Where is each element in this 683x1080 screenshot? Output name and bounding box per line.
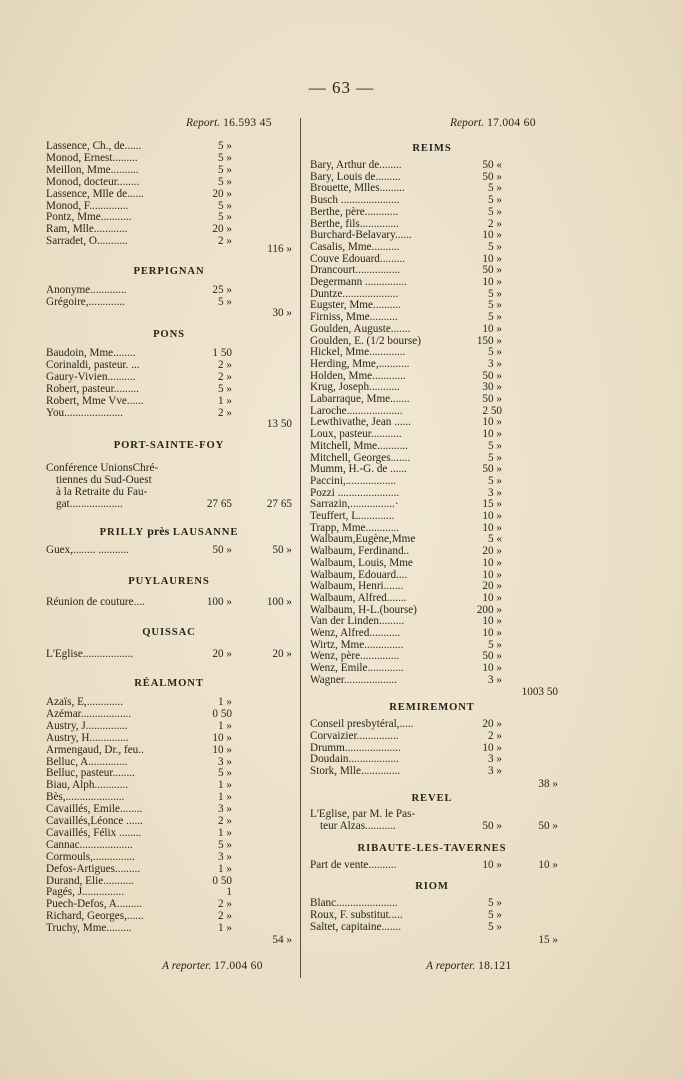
footer-carry-over: [162, 960, 263, 972]
entry-name: Durand, Elie...........: [46, 874, 134, 887]
entry-name: Azaïs, E,.............: [46, 696, 124, 708]
entry-name: Ram, Mlle............: [46, 223, 128, 236]
entry-row: [310, 324, 554, 336]
entry-amount: 100 »: [206, 596, 232, 608]
entry-row: [310, 441, 554, 453]
entry-amount: 27 65: [206, 498, 232, 510]
entry-name: Mitchell, Mme...........: [310, 439, 408, 452]
report-label: Report.: [186, 117, 221, 129]
entry-name: Herding, Mme,...........: [310, 357, 410, 370]
entry-name: Wenz, père..............: [310, 650, 400, 663]
subtotal: 30 »: [272, 307, 292, 319]
entry-name: Cavaillés,Léonce ......: [46, 815, 143, 827]
subtotal: 50 »: [272, 544, 292, 556]
subtotal: 20 »: [272, 648, 292, 660]
entry-name: Anonyme.............: [46, 284, 127, 296]
subtotal-row: [310, 778, 558, 791]
heading-part: près: [147, 524, 170, 538]
entry-amount: 5 »: [218, 199, 232, 212]
entry-name: Cormouls,...............: [46, 850, 135, 863]
entry-amount: 5 »: [488, 474, 502, 487]
entry-amount: 5 »: [218, 175, 232, 188]
entry-amount: 10 »: [482, 859, 502, 871]
report-carry-forward: [450, 117, 536, 129]
entry-name: Sarradet, O...........: [46, 235, 128, 248]
subtotal: 38 »: [538, 778, 558, 790]
subtotal: 27 65: [266, 498, 292, 510]
entry-name: Wenz, Alfred...........: [310, 627, 401, 639]
entry-name: Mumm, H.-G. de ......: [310, 463, 407, 476]
entry-row: [46, 864, 292, 876]
entry-amount: 3 »: [488, 486, 502, 499]
subtotal: 10 »: [538, 859, 558, 871]
entry-amount: 5 »: [218, 211, 232, 224]
entry-name: Teuffert, L.............: [310, 510, 395, 522]
entry-name: Doudain..................: [310, 753, 399, 766]
entry-amount: 50 »: [482, 264, 502, 277]
entry-name: Burchard-Belavary......: [310, 229, 412, 242]
section-heading-remiremont: REMIREMONT: [389, 702, 475, 713]
entry-row: [46, 852, 292, 864]
entry-amount: 5 »: [218, 382, 232, 395]
entry-name: Paccini,..................: [310, 474, 397, 487]
entry-amount: 5 »: [488, 287, 502, 300]
entry-amount: 20 »: [212, 648, 232, 660]
entry-row: [310, 820, 558, 833]
subtotal: 116 »: [267, 243, 292, 255]
entry-name: Cannac...................: [46, 838, 133, 851]
entry-amount: 10 »: [212, 731, 232, 744]
entry-name: Walbaum, Edouard....: [310, 568, 408, 581]
entry-amount: 10 »: [212, 743, 232, 756]
entry-amount: 5 »: [488, 182, 502, 195]
entry-name: Austry, H..............: [46, 731, 129, 744]
entry-amount: 5 »: [218, 838, 232, 851]
section-heading-pons: PONS: [153, 329, 185, 340]
entry-name: Casalis, Mme..........: [310, 240, 400, 253]
entry-amount: 10 »: [482, 229, 502, 242]
entry-name: Walbaum, H-L.(bourse): [310, 603, 417, 616]
entry-row: [46, 153, 292, 165]
entry-amount: 20 »: [212, 223, 232, 236]
column-divider: [300, 118, 301, 978]
entry-row: [46, 721, 292, 733]
subtotal-row: [310, 934, 558, 947]
entry-amount: 5 »: [488, 311, 502, 324]
entry-name: Biau, Alph............: [46, 779, 129, 792]
report-carry-forward: [186, 117, 272, 129]
section-heading-port-sainte-foy: PORT-SAINTE-FOY: [113, 440, 225, 451]
entry-row: [310, 359, 554, 371]
entry-name: Busch .....................: [310, 194, 400, 207]
entry-amount: 20 »: [482, 545, 502, 558]
section-heading-reims: REIMS: [412, 143, 452, 154]
entry-name: Pozzi ......................: [310, 486, 400, 499]
entry-name: Laroche....................: [310, 404, 403, 417]
entry-amount: 3 »: [488, 753, 502, 766]
entry-name: Walbaum, Henri.......: [310, 580, 404, 593]
footer-label: A reporter.: [162, 960, 212, 972]
entry-amount: 10 »: [482, 416, 502, 429]
entry-row: [46, 189, 292, 201]
entry-amount: 2 »: [218, 910, 232, 923]
entry-name: Conseil presbytéral,.....: [310, 718, 414, 730]
entry-name: Belluc, A..............: [46, 755, 128, 768]
entry-amount: 1 »: [218, 394, 232, 407]
entry-amount: 1 50: [212, 347, 232, 359]
entry-name: Saltet, capitaine.......: [310, 920, 402, 933]
entry-name: Robert, Mme Vve......: [46, 394, 144, 407]
entry-name: Guex,........ ...........: [46, 544, 129, 556]
section-heading-realmont: RÉALMONT: [134, 678, 204, 689]
entry-amount: 3 »: [218, 755, 232, 768]
footer-carry-over: [426, 960, 512, 972]
entry-name: Monod, docteur........: [46, 175, 140, 188]
entry-amount: 2 »: [218, 358, 232, 371]
entry-name: Part de vente..........: [310, 859, 397, 871]
entry-row: [46, 828, 292, 840]
entry-amount: 0 50: [212, 874, 232, 887]
entry-row: [46, 840, 292, 852]
subtotal: 54 »: [272, 934, 292, 946]
entry-name: Stork, Mlle..............: [310, 765, 401, 778]
entry-name: Defos-Artigues.........: [46, 862, 141, 875]
subtotal: 13 50: [266, 418, 292, 430]
entry-amount: 5 »: [488, 205, 502, 218]
subtotal-row: [46, 308, 292, 320]
section-heading-riom: RIOM: [415, 881, 449, 892]
entry-amount: 10 »: [482, 276, 502, 288]
entry-name: Gaury-Vivien..........: [46, 370, 136, 383]
entry-row: [310, 766, 554, 778]
entry-name: Pontz, Mme...........: [46, 211, 132, 224]
entry-amount: 3 »: [218, 850, 232, 863]
entry-amount: 10 »: [482, 322, 502, 335]
entry-name: Belluc, pasteur........: [46, 767, 135, 780]
entry-amount: 2 »: [218, 406, 232, 419]
entry-row: [46, 545, 292, 557]
entry-name: Monod, Ernest.........: [46, 151, 138, 164]
entry-amount: 50 »: [482, 393, 502, 405]
entry-name: Monod, F..............: [46, 199, 129, 212]
entry-amount: 3 »: [218, 803, 232, 816]
entry-name: Corvaizier...............: [310, 729, 399, 742]
entry-amount: 5 »: [488, 638, 502, 651]
section-heading-prilly: [46, 524, 292, 539]
entry-row: [46, 649, 292, 661]
entry-name: You.....................: [46, 406, 123, 419]
footer-label: A reporter.: [426, 960, 476, 972]
entry-name: teur Alzas...........: [320, 820, 396, 832]
entry-amount: 10 »: [482, 591, 502, 604]
entry-row: [310, 731, 554, 743]
subtotal-row: [46, 935, 292, 947]
entry-amount: 5 »: [488, 451, 502, 464]
entry-name: Pagés, J...............: [46, 886, 125, 899]
heading-part: LAUSANNE: [172, 527, 239, 538]
entry-name: Goulden, Auguste.......: [310, 322, 411, 335]
entry-amount: 50 »: [482, 650, 502, 663]
entry-amount: 50 »: [482, 170, 502, 183]
section-heading-quissac: QUISSAC: [142, 627, 196, 638]
entry-name: Cavaillés, Félix ........: [46, 826, 142, 839]
entry-amount: 2 »: [218, 815, 232, 827]
entry-name: Conférence UnionsChré-: [46, 462, 159, 474]
entry-amount: 20 »: [212, 187, 232, 200]
entry-name: Wenz, Emile.............: [310, 662, 404, 675]
entry-name: Hickel, Mme.............: [310, 346, 406, 359]
entry-amount: 1 »: [218, 696, 232, 708]
entry-amount: 5 »: [488, 897, 502, 909]
entry-amount: 1 »: [218, 922, 232, 935]
entry-amount: 10 »: [482, 428, 502, 441]
entry-amount: 5 »: [218, 163, 232, 176]
entry-row: [46, 165, 292, 177]
entry-name: Bary, Louis de.........: [310, 170, 401, 183]
entry-amount: 10 »: [482, 556, 502, 569]
entry-name: Holden, Mme............: [310, 369, 406, 382]
entry-name: Loux, pasteur...........: [310, 428, 402, 441]
entry-amount: 5 »: [488, 920, 502, 933]
entry-amount: 2 »: [218, 235, 232, 248]
entry-amount: 30 »: [482, 381, 502, 394]
entry-amount: 2 »: [218, 370, 232, 383]
entry-row: [310, 242, 554, 254]
subtotal-row: [310, 686, 558, 699]
entry-name: Goulden, E. (1/2 bourse): [310, 334, 421, 347]
entry-name: Berthe, père............: [310, 205, 399, 218]
entry-amount: 5 «: [488, 533, 502, 546]
section-heading-perpignan: PERPIGNAN: [133, 266, 205, 277]
entry-name: Berthe, fils..............: [310, 217, 399, 230]
entry-amount: 1 »: [218, 719, 232, 732]
entry-amount: 25 »: [212, 284, 232, 296]
entry-name: Labarraque, Mme.......: [310, 393, 410, 405]
entry-row: [46, 597, 292, 609]
entry-name: Robert, pasteur.........: [46, 382, 139, 395]
entry-amount: 3 »: [488, 765, 502, 778]
subtotal: 1003 50: [521, 686, 558, 698]
page-number: — 63 —: [308, 78, 375, 97]
entry-name: Couve Edouard.........: [310, 252, 406, 265]
entry-row: [310, 476, 554, 488]
entry-name: Réunion de couture....: [46, 596, 145, 608]
entry-name: Wagner...................: [310, 673, 398, 686]
entry-name: Armengaud, Dr., feu..: [46, 743, 144, 756]
entry-name: Mitchell, Georges.......: [310, 451, 411, 464]
entry-amount: 5 »: [218, 140, 232, 152]
entry-row: [310, 593, 554, 605]
entry-amount: 200 »: [476, 603, 502, 616]
entry-name: Meillon, Mme..........: [46, 163, 139, 176]
entry-row: [46, 923, 292, 935]
entry-name: Grégoire,.............: [46, 295, 125, 308]
entry-row: [310, 859, 558, 872]
entry-name: Lassence, Mlle de......: [46, 187, 144, 200]
entry-name: Austry, J...............: [46, 719, 128, 732]
entry-name: Wirtz, Mme..............: [310, 638, 404, 651]
entry-amount: 5 »: [488, 240, 502, 253]
entry-amount: 5 »: [488, 194, 502, 207]
entry-row: [46, 709, 292, 721]
entry-amount: 15 »: [482, 498, 502, 511]
entry-name: Walbaum, Alfred.......: [310, 591, 407, 604]
entry-amount: 5 »: [218, 767, 232, 780]
entry-name: Richard, Georges,......: [46, 910, 144, 923]
subtotal: 15 »: [538, 934, 558, 946]
entry-amount: 50 »: [482, 463, 502, 476]
entry-row: [46, 360, 292, 372]
entry-amount: 20 »: [482, 580, 502, 593]
entry-name: Degermann ...............: [310, 276, 407, 288]
entry-row: [46, 297, 292, 309]
section-heading-ribaute-les-tavernes: RIBAUTE-LES-TAVERNES: [357, 843, 507, 854]
entry-amount: 50 »: [482, 820, 502, 832]
report-label: Report.: [450, 117, 485, 129]
entry-amount: 5 »: [488, 439, 502, 452]
entry-name: Bary, Arthur de........: [310, 159, 402, 171]
entry-name: Puech-Defos, A.........: [46, 898, 143, 911]
entry-name: Trapp, Mme............: [310, 521, 400, 534]
entry-row: [310, 207, 554, 219]
entry-row: [46, 499, 292, 511]
entry-name: Drumm....................: [310, 741, 401, 754]
entry-amount: 10 »: [482, 662, 502, 675]
entry-amount: 5 »: [488, 299, 502, 312]
entry-amount: 1 »: [218, 779, 232, 792]
entry-name: Bès,.....................: [46, 791, 125, 804]
entry-amount: 20 »: [482, 718, 502, 730]
entry-row: [46, 177, 292, 189]
entry-row: [310, 675, 554, 687]
entry-name: Walbaum, Ferdinand..: [310, 545, 410, 558]
entry-amount: 0 50: [212, 707, 232, 720]
entry-name: Lewthivathe, Jean ......: [310, 416, 411, 429]
entry-amount: 3 »: [488, 673, 502, 686]
section-heading-revel: REVEL: [411, 793, 453, 804]
entry-row: [46, 408, 292, 420]
entry-name: Cavaillés, Emile........: [46, 803, 143, 816]
entry-row: [46, 384, 292, 396]
entry-amount: 5 »: [218, 295, 232, 308]
entry-amount: 1 »: [218, 826, 232, 839]
entry-amount: 50 »: [482, 369, 502, 382]
entry-amount: 2 »: [488, 217, 502, 230]
heading-part: PRILLY: [99, 527, 144, 538]
entry-name: Blanc......................: [310, 897, 398, 909]
entry-name: Corinaldi, pasteur. ...: [46, 358, 140, 371]
entry-row: [310, 910, 554, 922]
entry-amount: 50 «: [482, 159, 502, 171]
footer-value: 17.004 60: [214, 960, 263, 972]
entry-name: L'Eglise..................: [46, 648, 134, 660]
entry-amount: 10 »: [482, 252, 502, 265]
entry-row: [46, 372, 292, 384]
entry-name: Azémar..................: [46, 707, 132, 720]
entry-name: Brouette, Mlles.........: [310, 182, 405, 195]
footer-value: 18.121: [478, 960, 512, 972]
entry-name: Drancourt................: [310, 264, 401, 277]
entry-amount: 3 »: [488, 357, 502, 370]
entry-row: [46, 396, 292, 408]
entry-name: Walbaum,Eugène,Mme: [310, 533, 416, 546]
subtotal: 100 »: [266, 596, 292, 608]
entry-row: [46, 733, 292, 745]
entry-amount: 1 »: [218, 791, 232, 804]
entry-amount: 5 »: [488, 346, 502, 359]
entry-name: Van der Linden.........: [310, 615, 405, 628]
entry-name: Firniss, Mme..........: [310, 311, 398, 324]
entry-amount: 2 »: [488, 729, 502, 742]
entry-name: gat...................: [56, 498, 123, 510]
entry-name: L'Eglise, par M. le Pas-: [310, 808, 416, 820]
entry-amount: 10 »: [482, 521, 502, 534]
entry-amount: 2 »: [218, 898, 232, 911]
subtotal: 50 »: [538, 820, 558, 832]
entry-row: [310, 922, 554, 934]
report-value: 16.593 45: [223, 117, 272, 129]
entry-name: Duntze....................: [310, 287, 399, 300]
entry-amount: 10 »: [482, 741, 502, 754]
entry-amount: 50 »: [212, 544, 232, 556]
entry-row: [46, 745, 292, 757]
entry-amount: 10 »: [482, 615, 502, 628]
entry-name: Krug, Joseph...........: [310, 381, 400, 394]
entry-amount: 150 »: [476, 334, 502, 347]
section-heading-puylaurens: PUYLAURENS: [128, 576, 210, 587]
entry-amount: 10 »: [482, 568, 502, 581]
entry-name: Lassence, Ch., de......: [46, 140, 142, 152]
entry-amount: 5 »: [218, 151, 232, 164]
entry-amount: 10 »: [482, 627, 502, 639]
entry-name: Baudoin, Mme........: [46, 347, 136, 359]
entry-amount: 1 »: [218, 862, 232, 875]
entry-name: Sarrazin,................·: [310, 498, 399, 511]
entry-name: Eugster, Mme..........: [310, 299, 401, 312]
entry-amount: 2 50: [482, 404, 502, 417]
entry-amount: 10 »: [482, 510, 502, 522]
entry-name: tiennes du Sud-Ouest: [56, 474, 152, 486]
entry-name: Truchy, Mme.........: [46, 922, 132, 935]
entry-row: [310, 558, 554, 570]
subtotal-row: [46, 419, 292, 431]
entry-name: Walbaum, Louis, Mme: [310, 556, 413, 569]
entry-name: Roux, F. substitut.....: [310, 908, 403, 921]
entry-name: à la Retraite du Fau-: [56, 486, 148, 498]
subtotal-row: [46, 244, 292, 256]
report-value: 17.004 60: [487, 117, 536, 129]
entry-amount: 5 »: [488, 908, 502, 921]
entry-amount: 1: [226, 886, 232, 899]
